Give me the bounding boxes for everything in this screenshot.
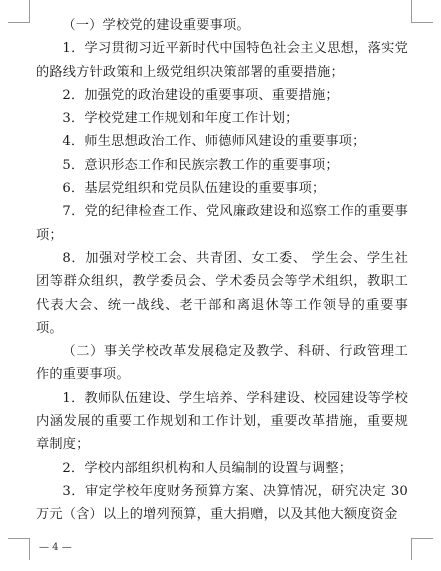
list-item: 3．审定学校年度财务预算方案、决算情况，研究决定 30 万元（含）以上的增列预算，重大捐赠，以及其他大额度资金 [36, 483, 408, 523]
crop-mark-top-left [29, 0, 30, 22]
section-heading: （二）事关学校改革发展稳定及教学、科研、行政管理工作的重要事项。 [36, 344, 408, 383]
crop-mark-bottom-left [8, 538, 30, 539]
crop-mark-top-left [8, 22, 30, 23]
crop-mark-bottom-right [411, 538, 433, 539]
page-number: — 4 — [39, 542, 72, 553]
crop-mark-bottom-right [411, 538, 412, 560]
list-item: 6．基层党组织和党员队伍建设的重要事项； [62, 181, 326, 197]
list-item: 2．学校内部组织机构和人员编制的设置与调整； [62, 460, 353, 476]
crop-mark-top-right [411, 22, 433, 23]
section-heading: （一）学校党的建设重要事项。 [62, 18, 250, 33]
list-item: 3．学校党建工作规划和年度工作计划； [62, 111, 299, 127]
list-item: 2．加强党的政治建设的重要事项、重要措施； [62, 87, 339, 103]
list-item: 1．学习贯彻习近平新时代中国特色社会主义思想，落实党的路线方针政策和上级党组织决策部署的重要措施； [36, 41, 408, 80]
document-body [36, 14, 408, 527]
crop-mark-bottom-left [29, 538, 30, 560]
list-item: 4．师生思想政治工作、师德师风建设的重要事项； [62, 134, 366, 150]
list-item: 1．教师队伍建设、学生培养、学科建设、校园建设等学校内涵发展的重要工作规划和工作计划，重要改革措施，重要规章制度； [36, 390, 408, 453]
list-item: 7．党的纪律检查工作、党风廉政建设和巡察工作的重要事项； [36, 204, 408, 243]
list-item: 8．加强对学校工会、共青团、女工委、 学生会、学生社团等群众组织，教学委员会、学术委员会等学术组织，教职工代表大会、统一战线、老干部和离退休等工作领导的重要事项。 [36, 250, 408, 336]
crop-mark-top-right [411, 0, 412, 22]
list-item: 5．意识形态工作和民族宗教工作的重要事项； [62, 157, 339, 173]
